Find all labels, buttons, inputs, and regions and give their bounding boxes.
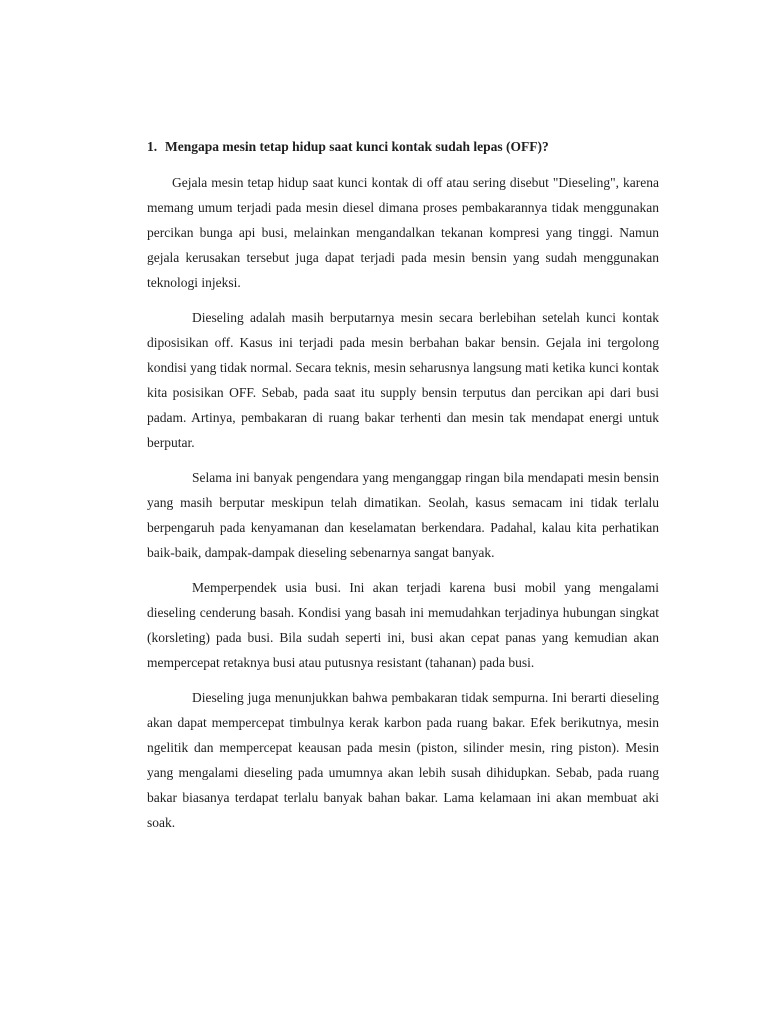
question-number: 1.: [147, 139, 158, 154]
paragraph-impact: Selama ini banyak pengendara yang menganggap ringan bila mendapati mesin bensin yang masih berputar meskipun telah dimatikan. Seolah, kasus semacam ini tidak terlalu berpengaruh pada kenyamanan dan keselamatan berkendara. Padahal, kalau kita perhatikan baik-baik, dampak-dampak dieseling sebenarnya sangat banyak.: [147, 470, 659, 560]
question-text: Mengapa mesin tetap hidup saat kunci kontak sudah lepas (OFF)?: [165, 139, 549, 154]
document-body: [147, 137, 659, 845]
paragraph-definition: Dieseling adalah masih berputarnya mesin secara berlebihan setelah kunci kontak diposisikan off. Kasus ini terjadi pada mesin berbahan bakar bensin. Gejala ini tergolong kondisi yang tidak normal. Secara teknis, mesin seharusnya langsung mati ketika kunci kontak kita posisikan OFF. Sebab, pada saat itu supply bensin terputus dan percikan api dari busi padam. Artinya, pembakaran di ruang bakar terhenti dan mesin tak mendapat energi untuk berputar.: [147, 310, 659, 450]
paragraph-spark-plug: Memperpendek usia busi. Ini akan terjadi karena busi mobil yang mengalami dieseling cenderung basah. Kondisi yang basah ini memudahkan terjadinya hubungan singkat (korsleting) pada busi. Bila sudah seperti ini, busi akan cepat panas yang kemudian akan mempercepat retaknya busi atau putusnya resistant (tahanan) pada busi.: [147, 580, 659, 670]
paragraph-combustion: Dieseling juga menunjukkan bahwa pembakaran tidak sempurna. Ini berarti dieseling akan dapat mempercepat timbulnya kerak karbon pada ruang bakar. Efek berikutnya, mesin ngelitik dan mempercepat keausan pada mesin (piston, silinder mesin, ring piston). Mesin yang mengalami dieseling pada umumnya akan lebih susah dihidupkan. Sebab, pada ruang bakar biasanya terdapat terlalu banyak bahan bakar. Lama kelamaan ini akan membuat aki soak.: [147, 690, 659, 830]
question-heading: [147, 137, 659, 157]
paragraph-intro: Gejala mesin tetap hidup saat kunci kontak di off atau sering disebut "Dieseling", karena memang umum terjadi pada mesin diesel dimana proses pembakarannya tidak menggunakan percikan bunga api busi, melainkan mengandalkan tekanan kompresi yang tinggi. Namun gejala kerusakan tersebut juga dapat terjadi pada mesin bensin yang sudah menggunakan teknologi injeksi.: [147, 175, 659, 290]
